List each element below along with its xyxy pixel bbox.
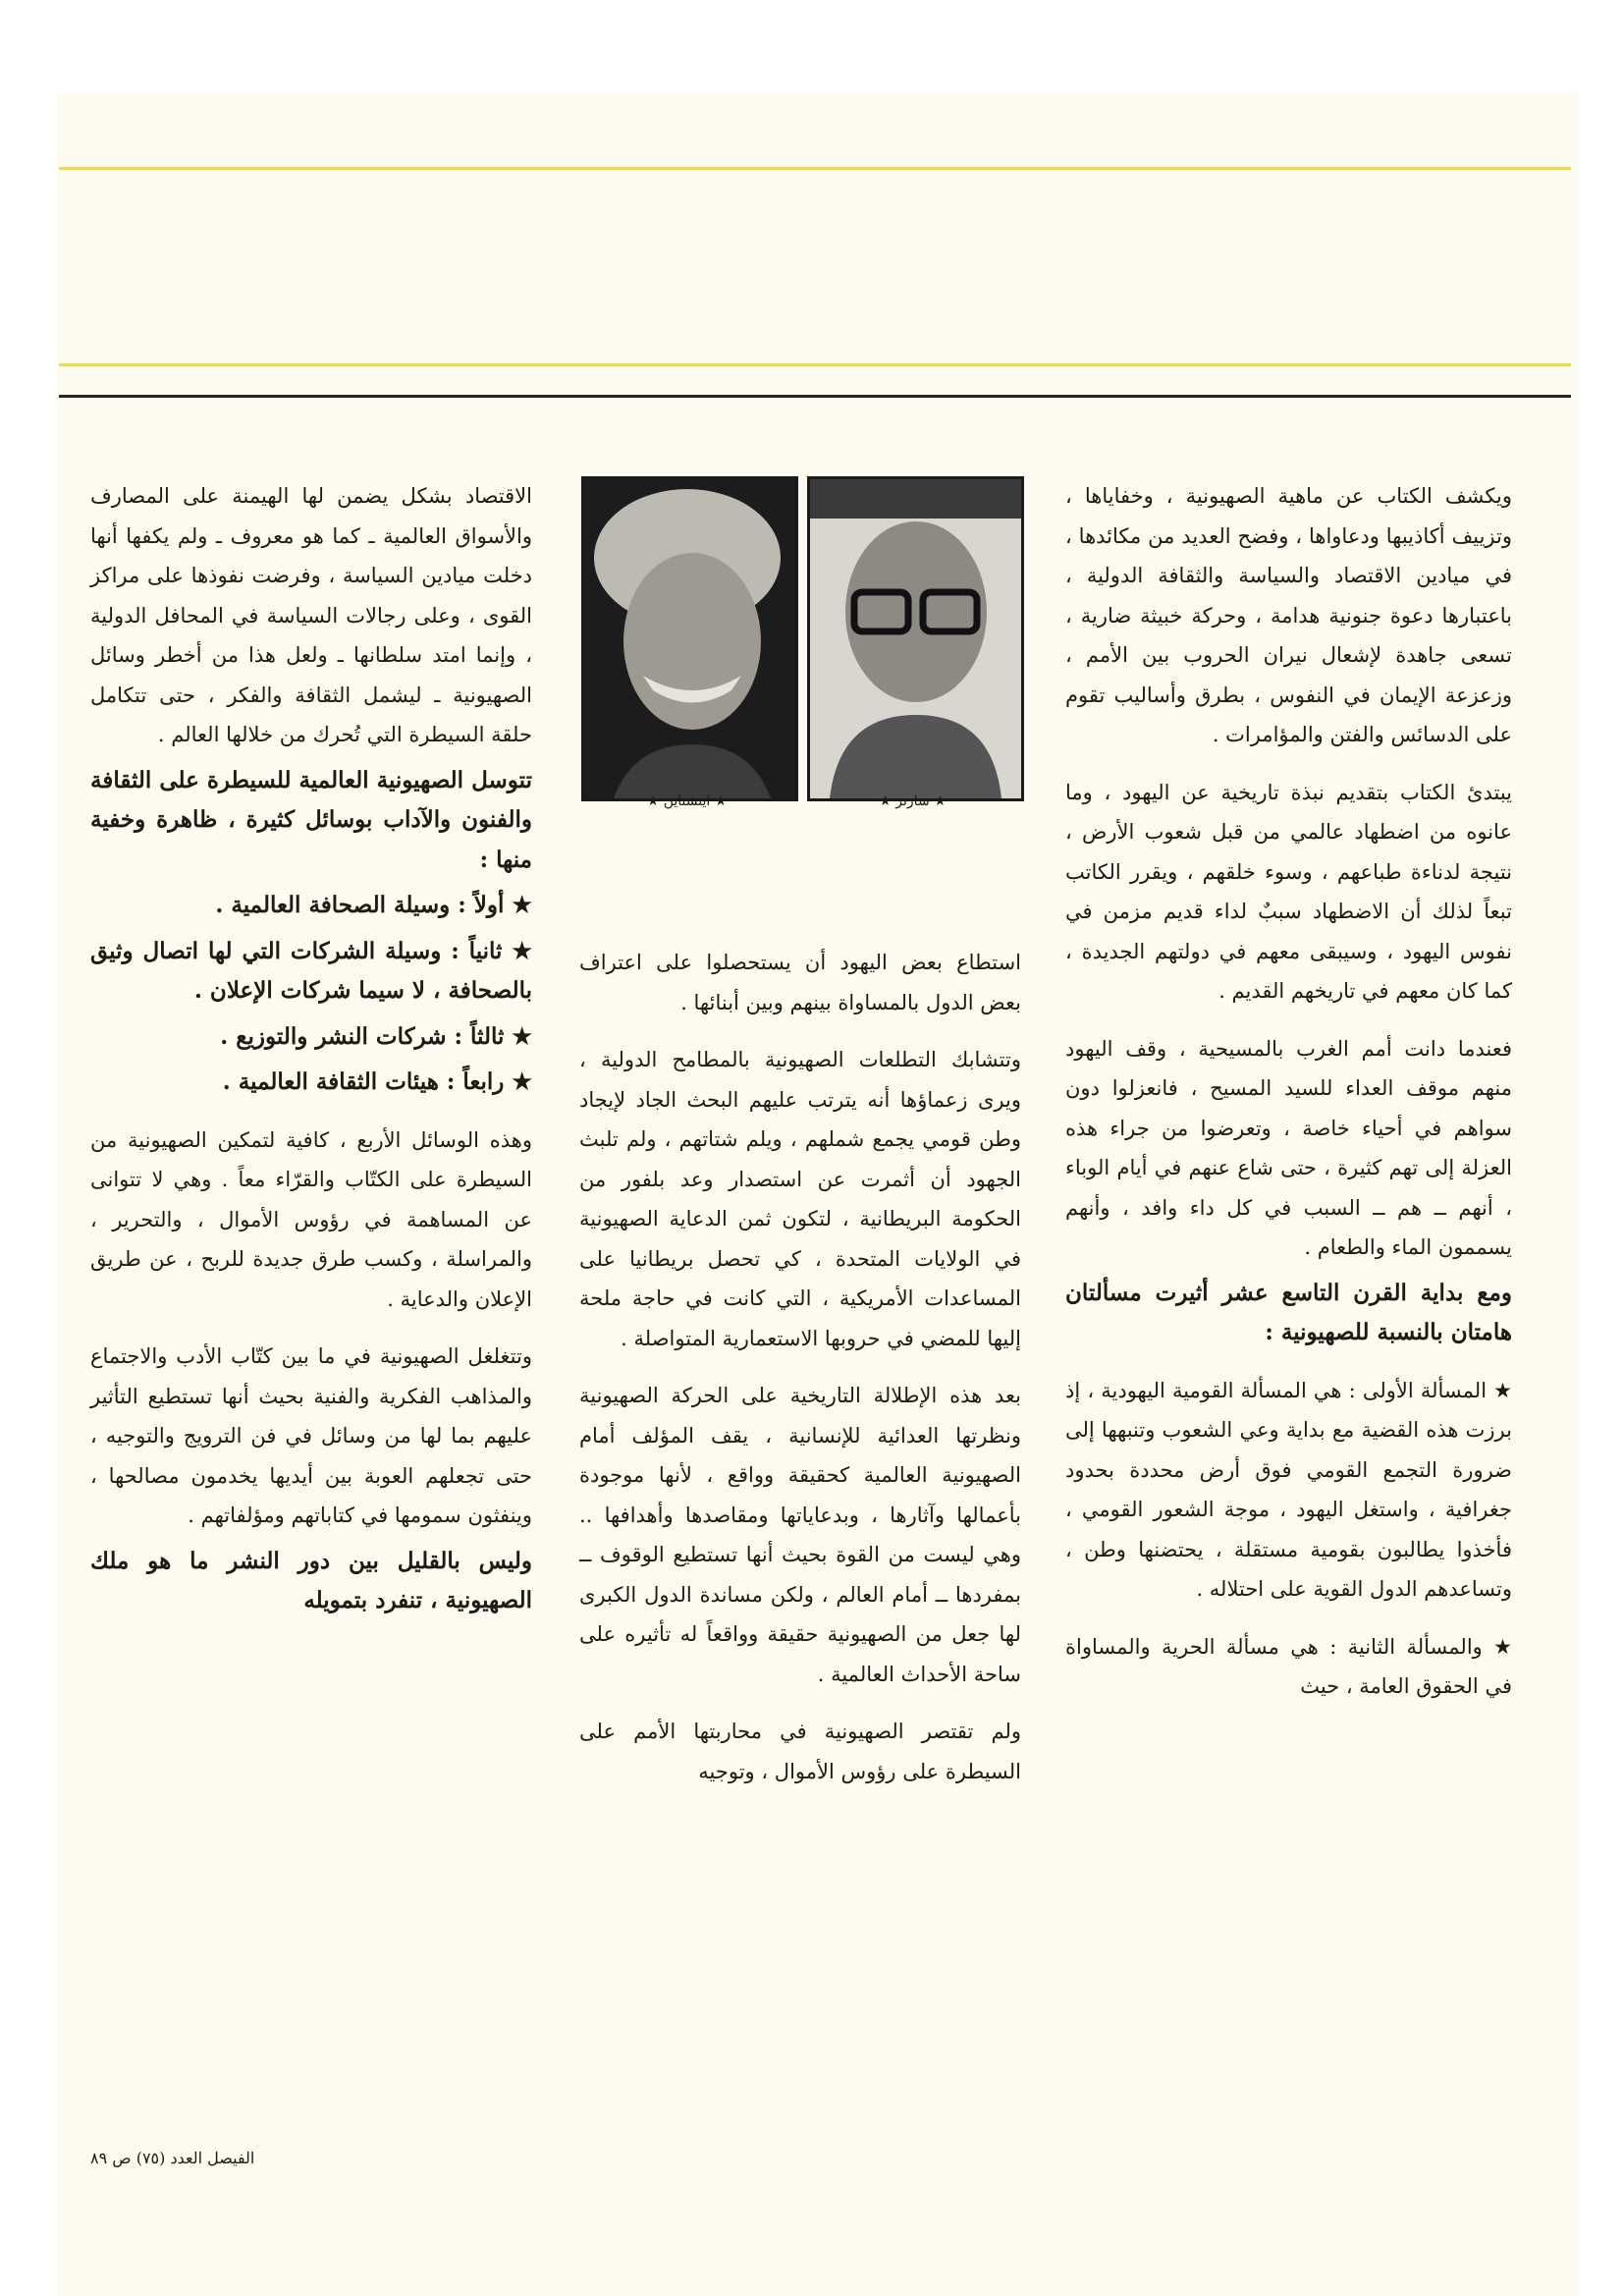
paragraph: ومع بداية القرن التاسع عشر أثيرت مسألتان هامتان بالنسبة للصهيونية : bbox=[1065, 1279, 1512, 1345]
sartre-photo bbox=[807, 476, 1024, 801]
paragraph: ★ أولاً : وسيلة الصحافة العالمية . bbox=[215, 892, 532, 918]
paragraph: ★ ثانياً : وسيلة الشركات التي لها اتصال وثيق بالصحافة ، لا سيما شركات الإعلان . bbox=[90, 937, 532, 1004]
paragraph: وليس بالقليل بين دور النشر ما هو ملك الصهيونية ، تنفرد بتمويله bbox=[90, 1547, 532, 1613]
column-left bbox=[90, 476, 532, 1627]
einstein-caption: ★ اينشتاين ★ bbox=[646, 793, 728, 809]
paragraph: ★ المسألة الأولى : هي المسألة القومية اليهودية ، إذ برزت هذه القضية مع بداية وعي الشعوب وتنبهها إلى ضرورة التجمع القومي فوق أرض محددة بحدود جغرافية ، واستغل اليهود ، موجة الشعور القومي ، فأخذوا يطالبون بقومية مستقلة ، يحتضنها وطن ، وتساعدهم الدول القوية على احتلاله . bbox=[1065, 1378, 1512, 1601]
paragraph: ★ رابعاً : هيئات الثقافة العالمية . bbox=[222, 1068, 532, 1095]
paragraph: بعد هذه الإطلالة التاريخية على الحركة الصهيونية ونظرتها العدائية للإنسانية ، يقف المؤلف أمام الصهيونية العالمية كحقيقة وواقع ، لأنها موجودة بأعمالها وآثارها ، وبدعاياتها ومقاصدها وأهدافها .. وهي ليست من القوة بحيث أنها تستطيع الوقوف ــ بمفردها ــ أمام العالم ، ولكن مساندة الدول الكبرى لها جعل من الصهيونية حقيقة وواقعاً له تأثيره على ساحة الأحداث العالمية . bbox=[579, 1384, 1021, 1686]
paragraph: ★ ثالثاً : شركات النشر والتوزيع . bbox=[220, 1022, 532, 1050]
paragraph: ★ والمسألة الثانية : هي مسألة الحرية والمساواة في الحقوق العامة ، حيث bbox=[1065, 1634, 1512, 1698]
paragraph: الاقتصاد بشكل يضمن لها الهيمنة على المصارف والأسواق العالمية ـ كما هو معروف ـ ولم يكفها أنها دخلت ميادين السياسة ، وفرضت نفوذها على مراكز القوى ، وعلى رجالات السياسة في المحافل الدولية ، وإنما امتد سلطانها ـ ولعل هذا من أخطر وسائل الصهيونية ـ ليشمل الثقافة والفكر ، حتى تتكامل حلقة السيطرة التي تُحرك من خلالها العالم . bbox=[90, 484, 532, 746]
column-right bbox=[1065, 476, 1512, 1713]
paragraph: ويكشف الكتاب عن ماهية الصهيونية ، وخفاياها ، وتزييف أكاذيبها ودعاواها ، وفضح العديد من مكائدها ، في ميادين الاقتصاد والسياسة والثقافة الدولية ، باعتبارها دعوة جنونية هدامة ، وحركة خبيثة ضارية ، تسعى جاهدة لإشعال نيران الحروب بين الأمم ، وزعزعة الإيمان في النفوس ، بطرق وأساليب تقوم على الدسائس والفتن والمؤامرات . bbox=[1065, 484, 1512, 746]
yellow-rule-top bbox=[59, 167, 1571, 170]
paragraph: استطاع بعض اليهود أن يستحصلوا على اعتراف بعض الدول بالمساواة بينهم وبين أبنائها . bbox=[579, 951, 1021, 1014]
einstein-photo bbox=[581, 476, 798, 801]
paragraph: وتتغلغل الصهيونية في ما بين كتّاب الأدب والاجتماع والمذاهب الفكرية والفنية بحيث أنها تستطيع التأثير عليهم بما لها من وسائل في فن الترويج والتوجيه ، حتى تجعلهم العوبة بين أيديها يخدمون مصالحها ، وينفثون سمومها في كتاباتهم ومؤلفاتهم . bbox=[90, 1344, 532, 1527]
yellow-rule-bottom bbox=[59, 363, 1571, 366]
paragraph: وهذه الوسائل الأربع ، كافية لتمكين الصهيونية من السيطرة على الكتّاب والقرّاء معاً . وهي لا تتوانى عن المساهمة في رؤوس الأموال ، والتحرير ، والمراسلة ، وكسب طرق جديدة للربح ، عن طريق الإعلان والدعاية . bbox=[90, 1127, 532, 1311]
paragraph: تتوسل الصهيونية العالمية للسيطرة على الثقافة والفنون والآداب بوسائل كثيرة ، ظاهرة وخفية منها : bbox=[90, 766, 532, 873]
page-footer: الفيصل العدد (٧٥) ص ٨٩ bbox=[90, 2149, 255, 2167]
black-rule bbox=[59, 395, 1571, 398]
column-middle bbox=[579, 943, 1021, 1797]
paragraph: فعندما دانت أمم الغرب بالمسيحية ، وقف اليهود منهم موقف العداء للسيد المسيح ، فانعزلوا دون سواهم في أحياء خاصة ، وتعرضوا من جراء هذه العزلة إلى تهم كثيرة ، حتى شاع عنهم في أيام الوباء ، أنهم ــ هم ــ السبب في كل داء وافد ، وأنهم يسممون الماء والطعام . bbox=[1065, 1036, 1512, 1259]
paragraph: وتتشابك التطلعات الصهيونية بالمطامح الدولية ، ويرى زعماؤها أنه يترتب عليهم البحث الجاد لإيجاد وطن قومي يجمع شملهم ، ويلم شتاتهم ، ولم تلبث الجهود أن أثمرت عن استصدار وعد بلفور من الحكومة البريطانية ، لتكون ثمن الدعاية الصهيونية في الولايات المتحدة ، كي تحصل بريطانيا على المساعدات الأمريكية ، التي كانت في حاجة ملحة إليها للمضي في حروبها الاستعمارية المتواصلة . bbox=[579, 1048, 1021, 1350]
sartre-caption: ★ سارتر ★ bbox=[879, 793, 947, 809]
paragraph: يبتدئ الكتاب بتقديم نبذة تاريخية عن اليهود ، وما عانوه من اضطهاد عالمي من قبل شعوب الأرض ، نتيجة لدناءة طباعهم ، وسوء خلقهم ، ويقرر الكاتب تبعاً لذلك أن الاضطهاد سببٌ لداء قديم مزمن في نفوس اليهود ، وسيبقى معهم في دولتهم الجديدة ، كما كان معهم في تاريخهم القديم . bbox=[1065, 780, 1512, 1003]
paragraph: ولم تقتصر الصهيونية في محاربتها الأمم على السيطرة على رؤوس الأموال ، وتوجيه bbox=[579, 1720, 1021, 1783]
